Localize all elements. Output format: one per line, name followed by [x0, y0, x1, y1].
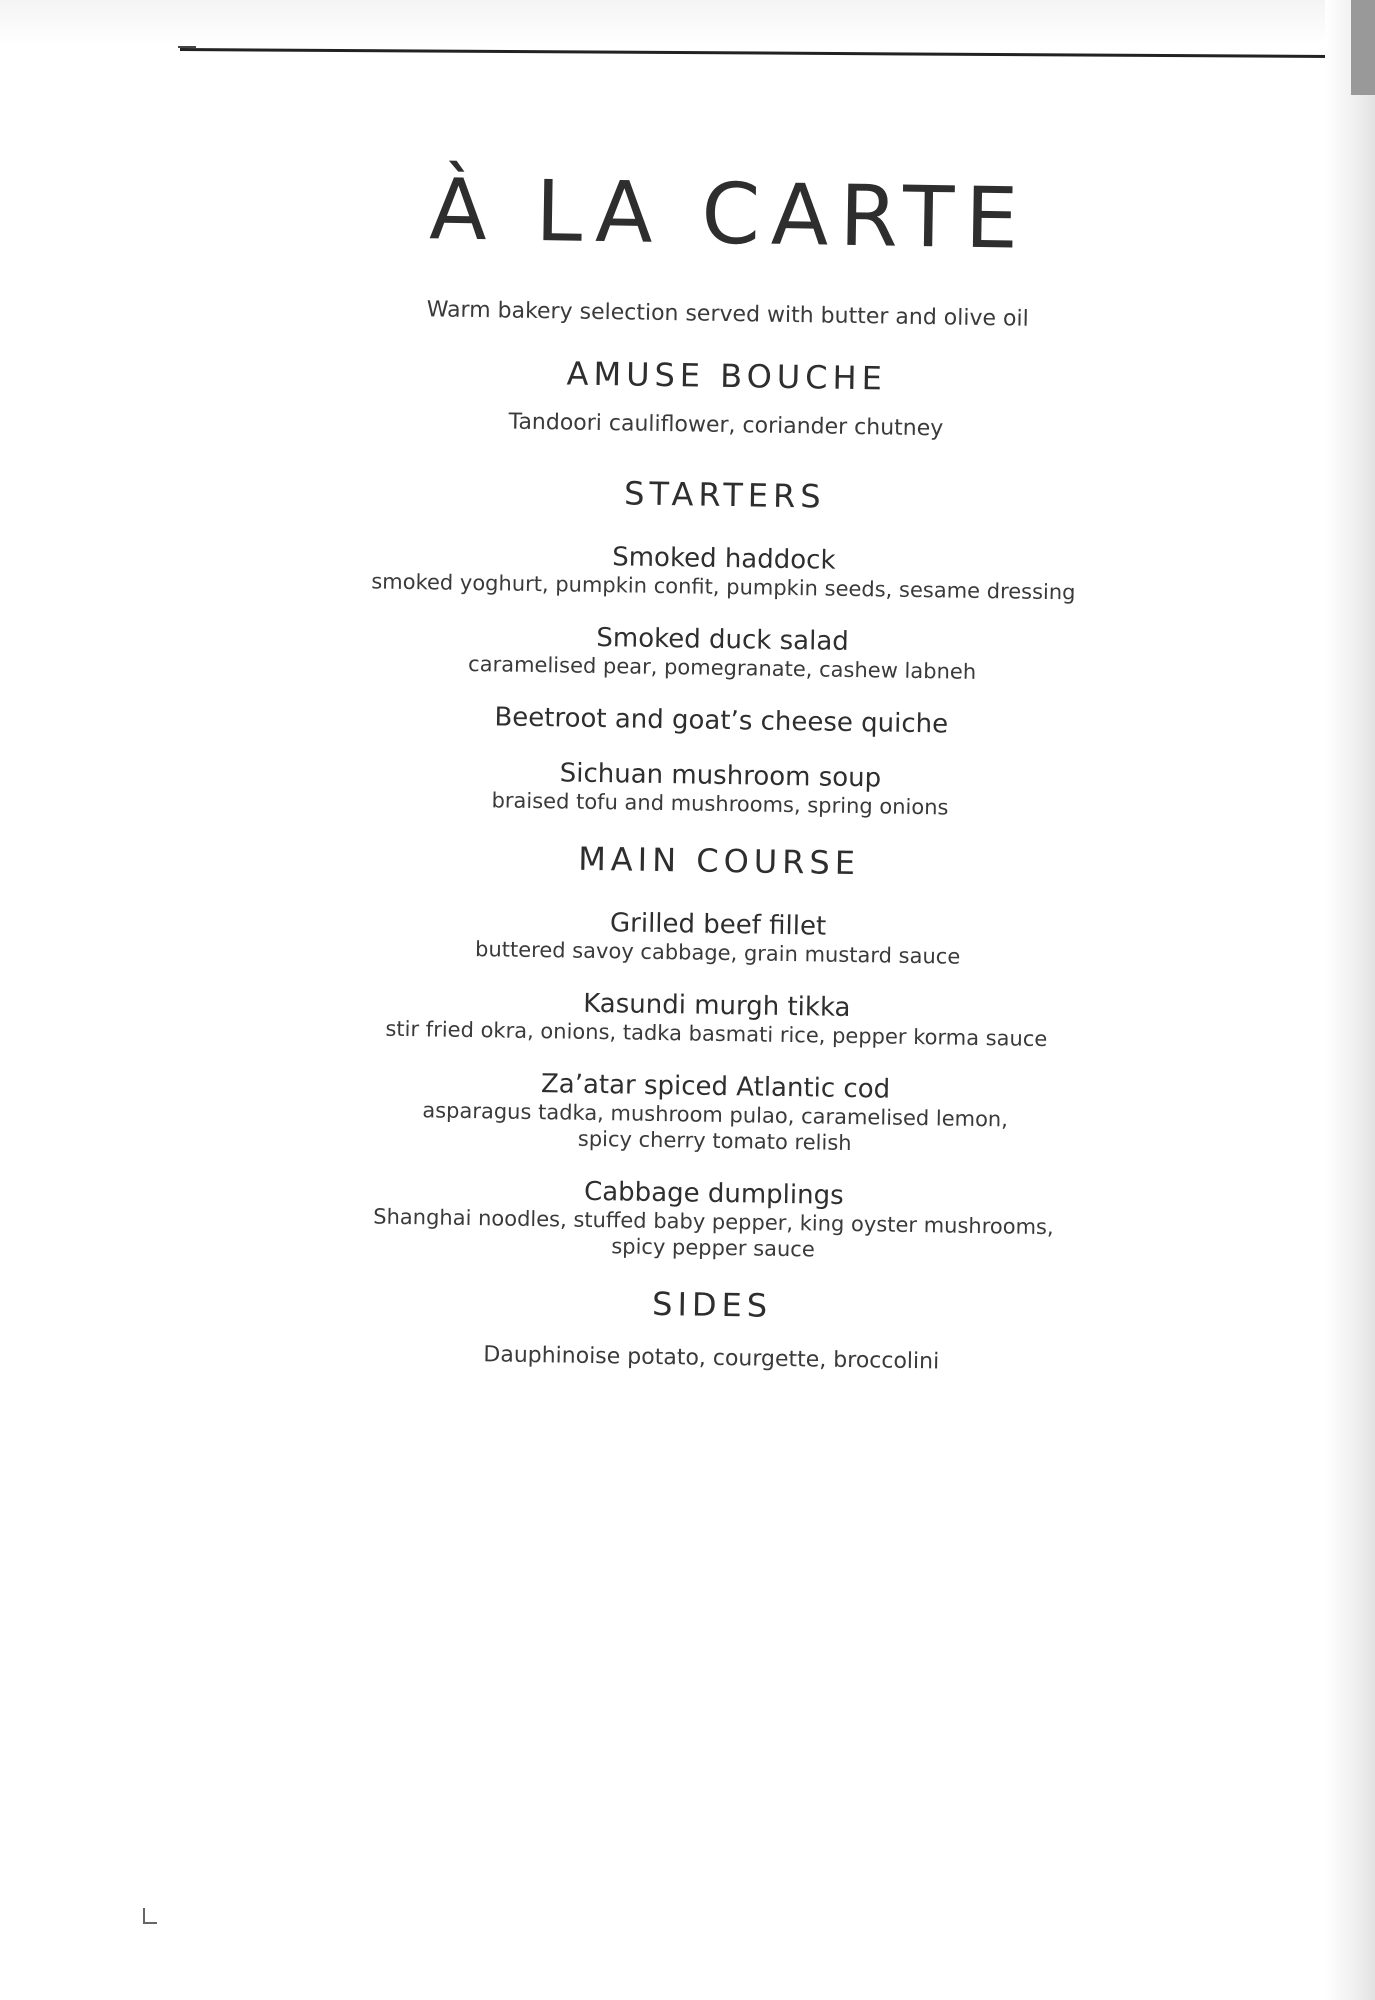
section-amuse-bouche — [366, 352, 1087, 444]
dish-item — [361, 701, 1081, 742]
dish-name: Grilled beef fillet — [609, 908, 827, 942]
dish-name: Smoked duck salad — [596, 623, 849, 658]
dish-name: Sichuan mushroom soup — [559, 758, 882, 794]
dish-description — [355, 1097, 1076, 1160]
section-main-course — [353, 837, 1079, 1267]
section-heading: STARTERS — [623, 474, 826, 516]
page-top-tick — [178, 46, 196, 48]
dish-item — [355, 1067, 1076, 1160]
dish-list — [353, 905, 1078, 1267]
dish-description-line: braised tofu and mushrooms, spring onions — [491, 788, 949, 820]
scan-top-shadow — [0, 0, 1375, 46]
dish-description-line: stir fried okra, onions, tadka basmati rice, pepper korma sauce — [385, 1017, 1048, 1052]
dish-item — [360, 756, 1081, 823]
section-heading: SIDES — [651, 1285, 773, 1326]
menu-title: À LA CARTE — [428, 160, 1030, 268]
scan-corner-shadow — [1351, 0, 1375, 95]
dish-description-line: spicy cherry tomato relish — [577, 1127, 852, 1156]
dish-name: Beetroot and goat’s cheese quiche — [494, 702, 949, 740]
dish-description-line: asparagus tadka, mushroom pulao, caramelised lemon, — [422, 1098, 1009, 1132]
sides-text: Dauphinoise potato, courgette, broccolini — [483, 1342, 940, 1375]
section-starters — [360, 471, 1085, 823]
dish-name: Za’atar spiced Atlantic cod — [540, 1069, 891, 1106]
dish-description-line: spicy pepper sauce — [611, 1234, 815, 1262]
menu-card — [351, 162, 1090, 1415]
section-sides — [351, 1281, 1072, 1377]
dish-item — [362, 620, 1083, 687]
amuse-bouche-text: Tandoori cauliflower, coriander chutney — [508, 409, 944, 442]
dish-item — [358, 905, 1079, 972]
dish-item — [363, 539, 1084, 606]
dish-description-line: smoked yoghurt, pumpkin confit, pumpkin seeds, sesame dressing — [371, 569, 1076, 605]
dish-name: Cabbage dumplings — [583, 1177, 844, 1212]
dish-description — [353, 1204, 1074, 1267]
section-heading: MAIN COURSE — [577, 840, 861, 883]
dish-name: Smoked haddock — [611, 542, 836, 577]
crop-mark — [143, 1908, 157, 1924]
bakery-intro: Warm bakery selection served with butter and olive oil — [426, 297, 1029, 333]
dish-description-line: buttered savoy cabbage, grain mustard sauce — [474, 937, 961, 970]
dish-name: Kasundi murgh tikka — [582, 989, 851, 1024]
section-heading: AMUSE BOUCHE — [566, 354, 888, 398]
dish-description-line: caramelised pear, pomegranate, cashew labneh — [467, 652, 977, 685]
dish-item — [353, 1174, 1074, 1267]
dish-item — [356, 986, 1077, 1053]
page-top-rule — [180, 48, 1350, 58]
dish-list — [360, 539, 1084, 823]
scan-right-shadow — [1325, 0, 1375, 2000]
dish-description-line: Shanghai noodles, stuffed baby pepper, king oyster mushrooms, — [373, 1204, 1054, 1240]
